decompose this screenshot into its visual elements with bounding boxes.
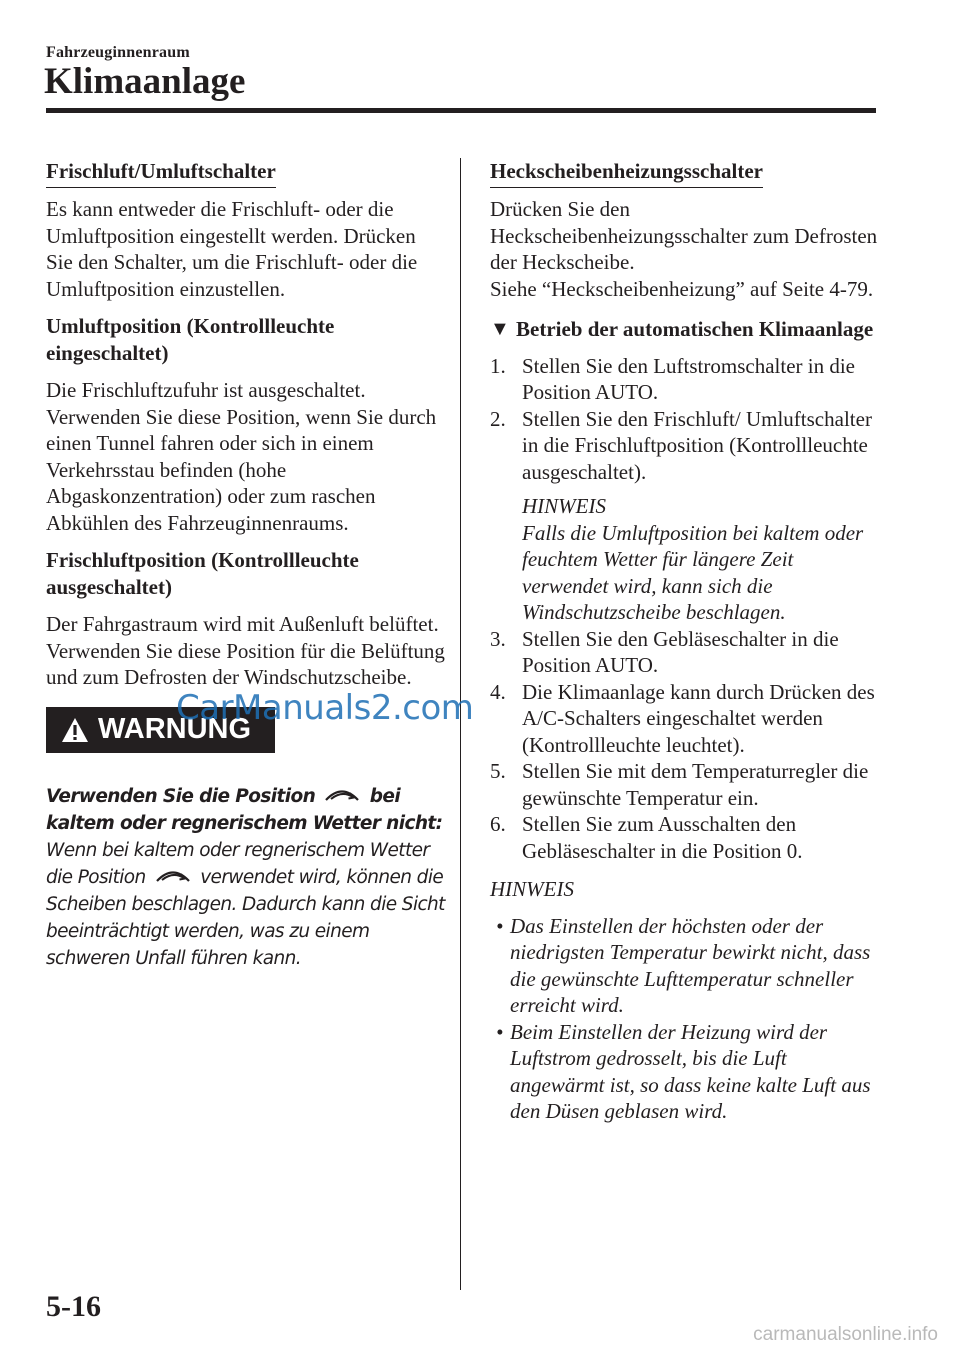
note-title: HINWEIS	[522, 494, 606, 518]
bullet-text: Beim Einstellen der Heizung wird der Luftstrom gedrosselt, bis die Luft angewärmt ist, so dass keine kalte Luft aus den Düsen geblasen wird.	[510, 1019, 871, 1123]
heading-auto-climate	[490, 316, 880, 343]
note-title: HINWEIS	[490, 877, 574, 901]
section-label: Fahrzeuginnenraum	[46, 44, 190, 61]
list-item	[490, 626, 880, 679]
step-number: 2.	[490, 406, 506, 431]
step-text: Stellen Sie mit dem Temperaturregler die gewünschte Temperatur ein.	[522, 759, 869, 810]
step-number: 5.	[490, 759, 506, 783]
paragraph-fresh-recirc: Es kann entweder die Frischluft- oder die Umluftposition eingestellt werden. Drücken Sie den Schalter, um die Frischluft- oder die Umluftposition einzustellen.	[46, 197, 418, 301]
step-text: Stellen Sie den Frischluft/ Umluftschalter in die Frischluftposition (Kontrollleuchte ausgeschaltet).	[522, 406, 872, 484]
warning-bold-part1: Verwenden Sie die Position	[46, 785, 316, 807]
step-number: 1.	[490, 353, 506, 378]
warning-label: WARNUNG	[98, 713, 252, 746]
paragraph-see-page: Siehe “Heckscheibenheizung” auf Seite 4-79.	[490, 276, 874, 301]
warning-triangle-icon	[60, 716, 90, 744]
heading-fresh-position: Frischluftposition (Kontrollleuchte ausgeschaltet)	[46, 548, 359, 599]
step-text: Stellen Sie zum Ausschalten den Gebläseschalter in die Position 0.	[522, 812, 803, 863]
list-item	[496, 1019, 880, 1125]
right-column	[490, 158, 880, 1125]
chapter-title: Klimaanlage	[44, 61, 246, 102]
warning-text-part1: Wenn bei kaltem oder regnerischem Wetter die Position	[46, 839, 430, 888]
recirculation-icon	[322, 785, 362, 805]
warning-text	[46, 783, 446, 972]
heading-auto-climate-text: Betrieb der automatischen Klimaanlage	[516, 317, 874, 341]
footer-watermark: carmanualsonline.info	[753, 1324, 938, 1345]
step-text: Stellen Sie den Luftstromschalter in die Position AUTO.	[522, 353, 856, 404]
header-rule	[46, 108, 876, 113]
step-number: 6.	[490, 812, 506, 836]
list-item	[490, 353, 880, 406]
step-number: 4.	[490, 679, 506, 704]
steps-list	[490, 353, 880, 865]
note-text: Falls die Umluftposition bei kaltem oder feuchtem Wetter für längere Zeit verwendet wird, kann sich die Windschutzscheibe beschlagen.	[522, 520, 864, 624]
warning-bold-part2: bei kaltem oder regnerischem Wetter nicht:	[46, 785, 443, 834]
step-text: Stellen Sie den Gebläseschalter in die Position AUTO.	[522, 626, 839, 677]
step-note	[522, 493, 880, 626]
heading-fresh-recirc-switch: Frischluft/Umluftschalter	[46, 158, 276, 188]
recirculation-icon	[153, 866, 193, 886]
page-number: 5-16	[46, 1290, 101, 1323]
list-item	[490, 758, 880, 811]
triangle-bullet-icon: ▼	[490, 318, 510, 340]
list-item	[490, 811, 880, 864]
paragraph-recirc-position: Die Frischluftzufuhr ist ausgeschaltet. Verwenden Sie diese Position, wenn Sie durch einen Tunnel fahren oder sich in einem Verkehrsstau befinden (hohe Abgaskonzentration) oder zum raschen Abkühlen des Fahrzeuginnenraums.	[46, 378, 437, 535]
paragraph-rear-defroster: Drücken Sie den Heckscheibenheizungsschalter zum Defrosten der Heckscheibe.	[490, 197, 878, 274]
list-item	[490, 679, 880, 759]
left-column	[46, 158, 446, 972]
bullet-icon: •	[496, 913, 504, 938]
heading-recirc-position: Umluftposition (Kontrollleuchte eingeschaltet)	[46, 314, 335, 365]
paragraph-fresh-position: Der Fahrgastraum wird mit Außenluft belüftet. Verwenden Sie diese Position für die Belüftung und zum Defrosten der Windschutzscheibe.	[46, 612, 445, 689]
watermark: CarManuals2.com	[176, 688, 474, 728]
list-item	[496, 913, 880, 1019]
step-number: 3.	[490, 626, 506, 651]
list-item	[490, 406, 880, 486]
step-text: Die Klimaanlage kann durch Drücken des A/C-Schalters eingeschaltet werden (Kontrollleuchte leuchtet).	[522, 679, 875, 757]
warning-text-part2: verwendet wird, können die Scheiben beschlagen. Dadurch kann die Sicht beeinträchtigt werden, was zu einem schweren Unfall führen kann.	[46, 866, 445, 969]
bullet-icon: •	[496, 1019, 504, 1044]
heading-rear-defroster-switch: Heckscheibenheizungsschalter	[490, 158, 763, 188]
bullet-text: Das Einstellen der höchsten oder der niedrigsten Temperatur bewirkt nicht, dass die gewünschte Lufttemperatur schneller erreicht wird.	[510, 913, 871, 1017]
